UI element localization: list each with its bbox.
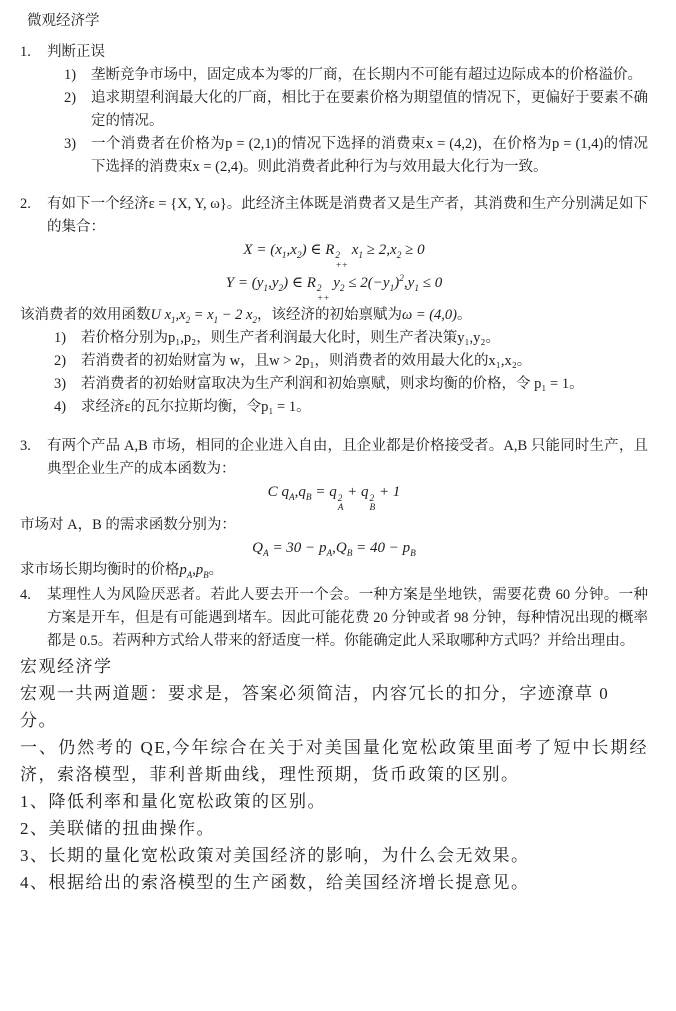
question-3 xyxy=(20,435,648,481)
question-4-text: 某理性人为风险厌恶者。若此人要去开一个会。一种方案是坐地铁，需要花费 60 分钟。一种方案是开车，但是有可能遇到堵车。因此可能花费 20 分钟或者 98 分钟，每种情况出现的概率都是 0.5。若两种方式给人带来的舒适度一样。你能确定此人采取哪种方式吗？并给出理由。 xyxy=(47,587,648,650)
macro-section xyxy=(20,653,648,896)
list-item xyxy=(54,350,648,373)
macro-item-3: 3、长期的量化宽松政策对美国经济的影响，为什么会无效果。 xyxy=(20,846,530,866)
list-item-text: 求经济ε的瓦尔拉斯均衡，令p₁ = 1。 xyxy=(81,399,311,416)
list-item xyxy=(54,373,648,396)
question-3-number: 3. xyxy=(20,438,31,455)
list-item-number: 2) xyxy=(54,353,67,370)
list-item xyxy=(64,133,648,179)
list-item xyxy=(64,64,648,87)
list-item-number: 2) xyxy=(64,90,77,106)
macro-item-1: 1、降低利率和量化宽松政策的区别。 xyxy=(20,792,326,812)
list-item-text: 若消费者的初始财富为 w，且w > 2p₁，则消费者的效用最大化的x₁,x₂。 xyxy=(81,353,532,370)
question-4-number: 4. xyxy=(20,587,31,604)
list-item xyxy=(64,87,648,133)
utility-function-line: 该消费者的效用函数U $x_1,x_2 = x_1 - 2$ $x_2$，该经济的初始禀赋为ω = (4,0)。 xyxy=(20,307,472,326)
list-item-number: 3) xyxy=(64,136,77,152)
list-item-text: 若价格分别为p₁,p₂，则生产者利润最大化时，则生产者决策y₁,y₂。 xyxy=(81,330,500,347)
question-2-number: 2. xyxy=(20,196,31,212)
question-2-text: 有如下一个经济ε = {X, Y, ω}。此经济主体既是消费者又是生产者，其消费和生产分别满足如下的集合： xyxy=(47,196,648,235)
question-4 xyxy=(20,584,648,653)
macro-item-2: 2、美联储的扭曲操作。 xyxy=(20,819,215,839)
cost-function-formula: C $q_A,q_B = q$ 2 A + q 2 B + 1 xyxy=(267,484,401,514)
question-1 xyxy=(20,41,648,64)
list-item xyxy=(54,396,648,419)
macro-instructions: 宏观一共两道题：要求是，答案必须简洁，内容冗长的扣分，字迹潦草 0 分。 xyxy=(20,684,610,731)
equilibrium-price-line: 求市场长期均衡时的价格$p_A,p_B$。 xyxy=(20,562,224,580)
micro-section-title: 微观经济学 xyxy=(27,13,100,29)
production-set-formula: $Y = (y_1,y_2)$ ∈ R 2 ++ $y_2 \le 2(-y_1)^2,y_1 \le 0$ xyxy=(225,273,443,304)
macro-section-title: 宏观经济学 xyxy=(20,657,113,677)
question-3-text: 有两个产品 A,B 市场，相同的企业进入自由，且企业都是价格接受者。A,B 只能同时生产，且典型企业生产的成本函数为： xyxy=(47,438,648,478)
list-item-number: 4) xyxy=(54,399,67,416)
list-item xyxy=(54,327,648,350)
consumption-set-formula: $X = (x_1,x_2)$ ∈ R 2 ++ $x_1 \ge 2,x_2 \ge 0$ xyxy=(243,242,425,271)
macro-item-4: 4、根据给出的索洛模型的生产函数，给美国经济增长提意见。 xyxy=(20,873,530,893)
question-2 xyxy=(20,193,648,239)
question-1-number: 1. xyxy=(20,44,31,60)
list-item-text: 若消费者的初始财富取决为生产利润和初始禀赋，则求均衡的价格，令 p₁ = 1。 xyxy=(81,376,584,393)
list-item-text: 追求期望利润最大化的厂商，相比于在要素价格为期望值的情况下，更偏好于要素不确定的情况。 xyxy=(91,90,648,129)
micro-section xyxy=(20,10,648,653)
list-item-number: 1) xyxy=(64,67,77,83)
question-1-text: 判断正误 xyxy=(47,44,105,60)
demand-function-formula: $Q_A = 30 - p_A,Q_B = 40 - p_B$ xyxy=(252,540,416,560)
demand-function-label: 市场对 A，B 的需求函数分别为： xyxy=(20,517,236,534)
list-item-number: 3) xyxy=(54,376,67,393)
list-item-number: 1) xyxy=(54,330,67,347)
macro-question-intro: 一、仍然考的 QE,今年综合在关于对美国量化宽松政策里面考了短中长期经济，索洛模型，菲利普斯曲线，理性预期，货币政策的区别。 xyxy=(20,738,648,785)
list-item-text: 一个消费者在价格为p = (2,1)的情况下选择的消费束x = (4,2)，在价格为p = (1,4)的情况下选择的消费束x = (2,4)。则此消费者此种行为与效用最大化行为一致。 xyxy=(91,136,648,175)
list-item-text: 垄断竞争市场中，固定成本为零的厂商，在长期内不可能有超过边际成本的价格溢价。 xyxy=(91,67,642,83)
